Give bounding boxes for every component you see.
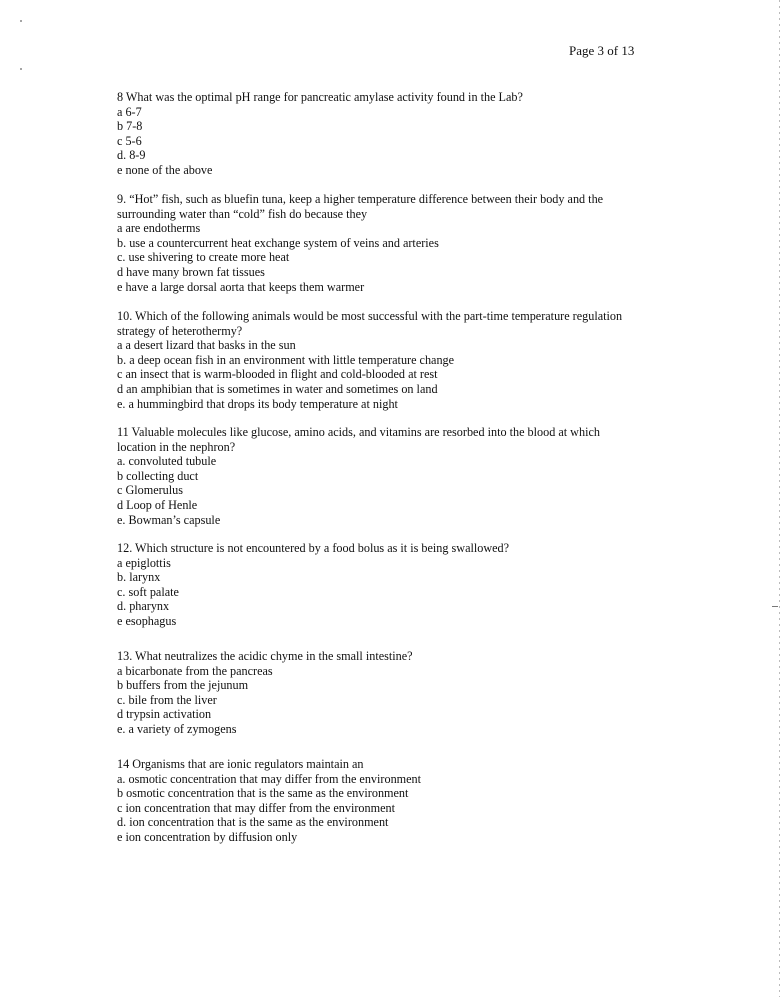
- question-8: [117, 90, 657, 178]
- answer-option: d trypsin activation: [117, 707, 212, 722]
- answer-option: d have many brown fat tissues: [117, 264, 265, 279]
- answer-option: a. osmotic concentration that may differ from the environment: [117, 771, 422, 786]
- question-14: [117, 757, 657, 845]
- answer-option: c 5-6: [117, 133, 142, 148]
- question-stem: 9. “Hot” fish, such as bluefin tuna, keep a higher temperature difference between their body and the: [117, 192, 604, 206]
- answer-option: b osmotic concentration that is the same as the environment: [117, 786, 409, 801]
- question-stem: location in the nephron?: [117, 439, 236, 454]
- answer-option: c Glomerulus: [117, 483, 184, 498]
- answer-option: e none of the above: [117, 162, 213, 177]
- question-12: [117, 541, 657, 629]
- question-stem: 13. What neutralizes the acidic chyme in the small intestine?: [117, 649, 413, 663]
- answer-option: b 7-8: [117, 119, 143, 134]
- question-stem: 11 Valuable molecules like glucose, amino acids, and vitamins are resorbed into the blood at which: [117, 425, 600, 439]
- answer-option: e have a large dorsal aorta that keeps them warmer: [117, 279, 365, 294]
- answer-option: a epiglottis: [117, 555, 171, 570]
- answer-option: c ion concentration that may differ from the environment: [117, 800, 395, 815]
- answer-option: d an amphibian that is sometimes in water and sometimes on land: [117, 381, 438, 396]
- question-13: [117, 649, 657, 737]
- question-stem: 8 What was the optimal pH range for pancreatic amylase activity found in the Lab?: [117, 90, 523, 104]
- question-10: [117, 309, 657, 411]
- answer-option: a 6-7: [117, 104, 142, 119]
- answer-option: a bicarbonate from the pancreas: [117, 663, 273, 678]
- answer-option: c. bile from the liver: [117, 692, 217, 707]
- answer-option: e. Bowman’s capsule: [117, 512, 221, 527]
- question-9: [117, 192, 657, 294]
- answer-option: b buffers from the jejunum: [117, 678, 249, 693]
- answer-option: b. use a countercurrent heat exchange system of veins and arteries: [117, 235, 439, 250]
- answer-option: c an insect that is warm-blooded in flight and cold-blooded at rest: [117, 367, 438, 382]
- scan-edge-tick: [772, 606, 778, 607]
- scan-edge-line: [779, 0, 780, 997]
- answer-option: e. a hummingbird that drops its body temperature at night: [117, 396, 398, 411]
- answer-option: e esophagus: [117, 613, 177, 628]
- answer-option: d. pharynx: [117, 599, 170, 614]
- scan-speck: [20, 20, 22, 22]
- question-11: [117, 425, 657, 527]
- answer-option: d. 8-9: [117, 148, 146, 163]
- answer-option: e ion concentration by diffusion only: [117, 829, 298, 844]
- answer-option: a a desert lizard that basks in the sun: [117, 338, 296, 353]
- answer-option: c. soft palate: [117, 584, 179, 599]
- answer-option: a are endotherms: [117, 221, 201, 236]
- answer-option: e. a variety of zymogens: [117, 721, 237, 736]
- answer-option: b. larynx: [117, 570, 161, 585]
- scan-speck: [20, 68, 22, 70]
- question-stem: surrounding water than “cold” fish do because they: [117, 206, 368, 221]
- answer-option: c. use shivering to create more heat: [117, 250, 290, 265]
- answer-option: d Loop of Henle: [117, 497, 198, 512]
- question-stem: 12. Which structure is not encountered by a food bolus as it is being swallowed?: [117, 541, 510, 555]
- answer-option: d. ion concentration that is the same as the environment: [117, 815, 389, 830]
- answer-option: a. convoluted tubule: [117, 454, 217, 469]
- answer-option: b. a deep ocean fish in an environment with little temperature change: [117, 352, 455, 367]
- page-number: Page 3 of 13: [569, 43, 635, 58]
- question-stem: 10. Which of the following animals would be most successful with the part-time temperature regulation: [117, 309, 623, 323]
- question-stem: 14 Organisms that are ionic regulators maintain an: [117, 757, 364, 771]
- answer-option: b collecting duct: [117, 468, 199, 483]
- question-stem: strategy of heterothermy?: [117, 323, 243, 338]
